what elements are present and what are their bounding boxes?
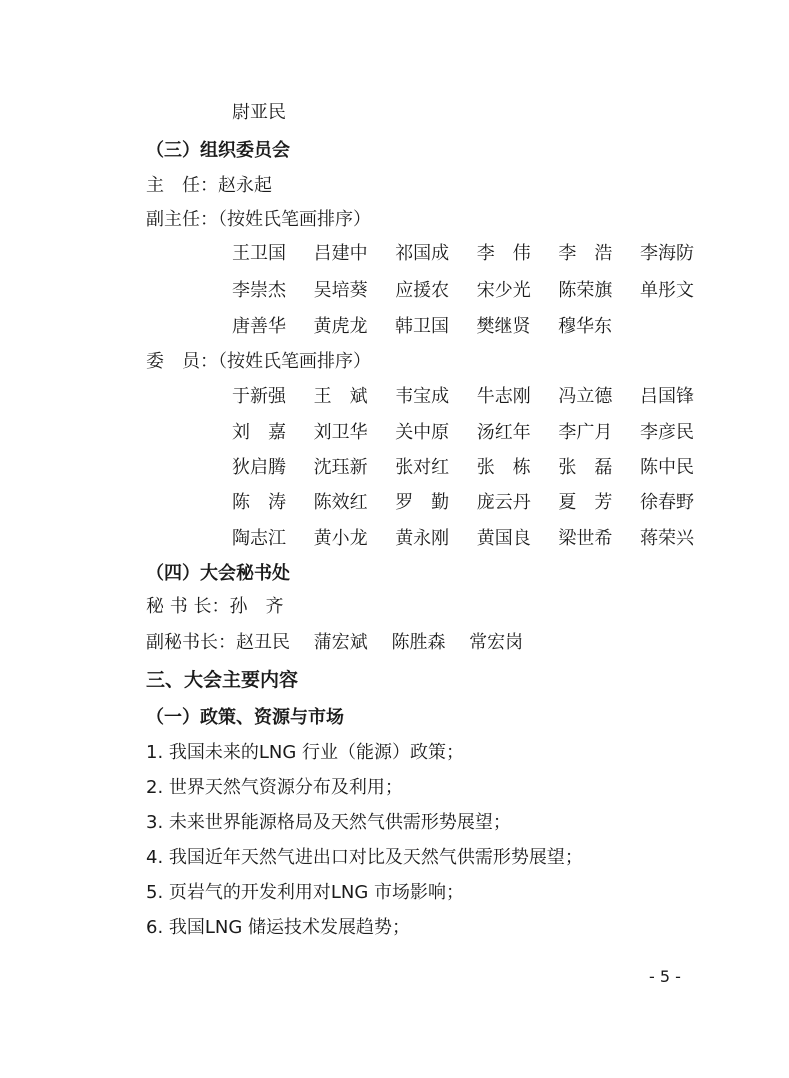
- deputy-secretary-line: [146, 631, 523, 655]
- content-item: 4. 我国近年天然气进出口对比及天然气供需形势展望；: [146, 847, 583, 868]
- name-cell: 宋少光: [476, 280, 531, 301]
- name-cell: 李彦民: [639, 422, 694, 443]
- deputy-secretary-names: 赵丑民 蒲宏斌 陈胜森 常宏岗: [236, 632, 524, 653]
- name-cell: 单彤文: [639, 280, 694, 301]
- name-cell: 陈效红: [313, 492, 368, 513]
- policy-subheading: （一）政策、资源与市场: [146, 707, 344, 728]
- name-cell: 沈珏新: [313, 457, 368, 478]
- name-cell: 冯立德: [558, 386, 613, 407]
- name-cell: 狄启腾: [232, 457, 286, 478]
- name-cell: 李海防: [639, 243, 694, 264]
- name-cell: 张对红: [395, 457, 450, 478]
- director-label: 主 任：: [146, 175, 218, 196]
- name-cell: 吕建中: [313, 243, 368, 264]
- secretary-general-name: 孙 齐: [229, 596, 284, 617]
- name-cell: 应援农: [395, 280, 450, 301]
- name-cell: 关中原: [395, 422, 450, 443]
- main-content-heading: 三、大会主要内容: [146, 669, 299, 691]
- page-number: - 5 -: [649, 967, 681, 986]
- name-cell: 吴培葵: [313, 280, 368, 301]
- content-item: 6. 我国LNG 储运技术发展趋势；: [146, 917, 411, 938]
- name-cell: 张 磊: [558, 457, 613, 478]
- name-cell: 李崇杰: [232, 280, 286, 301]
- name-cell: 陈荣旗: [558, 280, 613, 301]
- name-cell: 刘卫华: [313, 422, 368, 443]
- secretary-general-line: [146, 595, 283, 619]
- name-cell: 罗 勤: [395, 492, 450, 513]
- content-item: 5. 页岩气的开发利用对LNG 市场影响；: [146, 882, 465, 903]
- name-cell: 李 伟: [476, 243, 531, 264]
- deputy-names-row-3: [232, 315, 612, 339]
- name-cell: 夏 芳: [558, 492, 613, 513]
- deputy-director-label: 副主任：: [146, 209, 218, 230]
- name-cell: 樊继贤: [476, 316, 531, 337]
- name-cell: 李广月: [558, 422, 613, 443]
- member-names-row-4: [232, 491, 694, 515]
- deputy-names-row-1: [232, 242, 694, 266]
- deputy-secretary-label: 副秘书长：: [146, 632, 236, 653]
- member-line: [146, 350, 371, 374]
- name-cell: 徐春野: [639, 492, 694, 513]
- name-cell: 刘 嘉: [232, 422, 286, 443]
- previous-name: 尉亚民: [232, 102, 286, 123]
- name-cell: 王卫国: [232, 243, 286, 264]
- name-cell: 牛志刚: [476, 386, 531, 407]
- name-cell: 黄永刚: [395, 528, 450, 549]
- name-cell: 黄国良: [476, 528, 531, 549]
- deputy-names-row-2: [232, 279, 694, 303]
- content-item: 3. 未来世界能源格局及天然气供需形势展望；: [146, 812, 511, 833]
- name-cell: 蒋荣兴: [639, 528, 694, 549]
- secretary-general-label: 秘 书 长：: [146, 596, 230, 617]
- director-line: [146, 174, 272, 198]
- name-cell: 陈 涛: [232, 492, 286, 513]
- member-names-row-3: [232, 456, 694, 480]
- member-note: （按姓氏笔画排序）: [218, 351, 371, 372]
- name-cell: 陈中民: [639, 457, 694, 478]
- secretariat-heading: （四）大会秘书处: [146, 563, 290, 584]
- name-cell: 韦宝成: [395, 386, 450, 407]
- name-cell: 王 斌: [313, 386, 368, 407]
- content-item: 2. 世界天然气资源分布及利用；: [146, 777, 403, 798]
- name-cell: 陶志江: [232, 528, 286, 549]
- name-cell: 韩卫国: [395, 316, 449, 337]
- member-label: 委 员：: [146, 351, 218, 372]
- name-cell: 庞云丹: [476, 492, 531, 513]
- deputy-director-line: [146, 208, 371, 232]
- name-cell: 于新强: [232, 386, 286, 407]
- name-cell: 李 浩: [558, 243, 613, 264]
- member-names-row-2: [232, 421, 694, 445]
- name-cell: 汤红年: [476, 422, 531, 443]
- name-cell: 张 栋: [476, 457, 531, 478]
- name-cell: 黄小龙: [313, 528, 368, 549]
- member-names-row-5: [232, 527, 694, 551]
- name-cell: 梁世希: [558, 528, 613, 549]
- content-item: 1. 我国未来的LNG 行业（能源）政策；: [146, 742, 465, 763]
- name-cell: 穆华东: [558, 316, 612, 337]
- name-cell: 黄虎龙: [313, 316, 368, 337]
- director-name: 赵永起: [218, 175, 272, 196]
- name-cell: 唐善华: [232, 316, 286, 337]
- member-names-row-1: [232, 385, 694, 409]
- org-committee-heading: （三）组织委员会: [146, 140, 290, 161]
- deputy-director-note: （按姓氏笔画排序）: [218, 209, 371, 230]
- name-cell: 祁国成: [395, 243, 450, 264]
- name-cell: 吕国锋: [639, 386, 694, 407]
